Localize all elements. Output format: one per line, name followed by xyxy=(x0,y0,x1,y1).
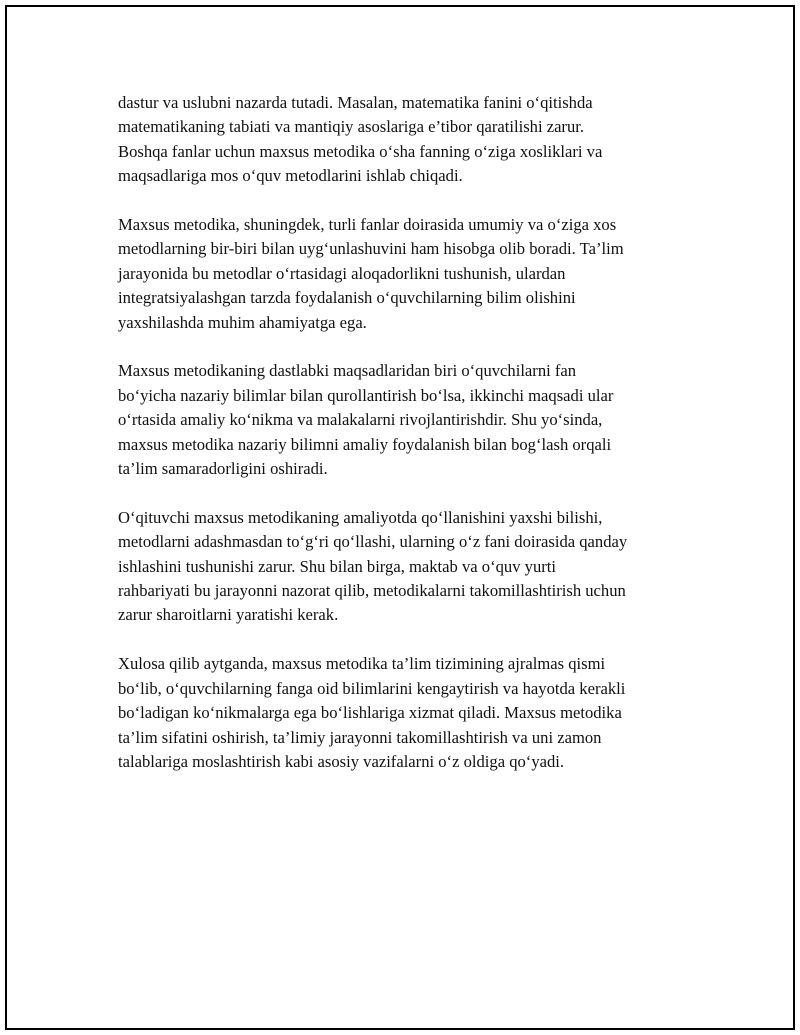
text-line: metodlarning bir-biri bilan uyg‘unlashuvini ham hisobga olib boradi. Ta’lim xyxy=(118,239,624,259)
text-line: ishlashini tushunishi zarur. Shu bilan birga, maktab va o‘quv yurti xyxy=(118,556,556,576)
text-line: integratsiyalashgan tarzda foydalanish o‘quvchilarning bilim olishini xyxy=(118,288,576,308)
text-line: maqsadlariga mos o‘quv metodlarini ishlab chiqadi. xyxy=(118,166,463,186)
paragraph-1 xyxy=(118,91,698,189)
text-line: zarur sharoitlarni yaratishi kerak. xyxy=(118,605,339,625)
text-line: jarayonida bu metodlar o‘rtasidagi aloqadorlikni tushunish, ulardan xyxy=(118,263,566,283)
text-line: Boshqa fanlar uchun maxsus metodika o‘sha fanning o‘ziga xosliklari va xyxy=(118,141,603,161)
paragraph-4 xyxy=(118,506,698,628)
text-line: maxsus metodika nazariy bilimni amaliy foydalanish bilan bog‘lash orqali xyxy=(118,434,612,454)
text-line: O‘qituvchi maxsus metodikaning amaliyotda qo‘llanishini yaxshi bilishi, xyxy=(118,507,603,527)
document-body xyxy=(118,91,698,799)
text-line: ta’lim sifatini oshirish, ta’limiy jarayonni takomillashtirish va uni zamon xyxy=(118,727,602,747)
text-line: bo‘ladigan ko‘nikmalarga ega bo‘lishlariga xizmat qiladi. Maxsus metodika xyxy=(118,703,622,723)
text-line: Maxsus metodikaning dastlabki maqsadlaridan biri o‘quvchilarni fan xyxy=(118,361,577,381)
paragraph-3 xyxy=(118,359,698,481)
text-line: yaxshilashda muhim ahamiyatga ega. xyxy=(118,312,367,332)
text-line: ta’lim samaradorligini oshiradi. xyxy=(118,459,328,479)
text-line: bo‘lib, o‘quvchilarning fanga oid bilimlarini kengaytirish va hayotda kerakli xyxy=(118,678,626,698)
paragraph-2 xyxy=(118,213,698,335)
text-line: talablariga moslashtirish kabi asosiy vazifalarni o‘z oldiga qo‘yadi. xyxy=(118,751,565,771)
text-line: o‘rtasida amaliy ko‘nikma va malakalarni rivojlantirishdir. Shu yo‘sinda, xyxy=(118,410,603,430)
text-line: dastur va uslubni nazarda tutadi. Masalan, matematika fanini o‘qitishda xyxy=(118,93,593,112)
text-line: Xulosa qilib aytganda, maxsus metodika ta’lim tizimining ajralmas qismi xyxy=(118,654,606,674)
paragraph-5 xyxy=(118,652,698,774)
text-line: bo‘yicha nazariy bilimlar bilan qurollantirish bo‘lsa, ikkinchi maqsadi ular xyxy=(118,385,614,405)
text-line: Maxsus metodika, shuningdek, turli fanlar doirasida umumiy va o‘ziga xos xyxy=(118,215,617,235)
text-line: metodlarni adashmasdan to‘g‘ri qo‘llashi, ularning o‘z fani doirasida qanday xyxy=(118,532,628,552)
text-line: rahbariyati bu jarayonni nazorat qilib, metodikalarni takomillashtirish uchun xyxy=(118,581,626,601)
text-line: matematikaning tabiati va mantiqiy asoslariga e’tibor qaratilishi zarur. xyxy=(118,117,585,137)
